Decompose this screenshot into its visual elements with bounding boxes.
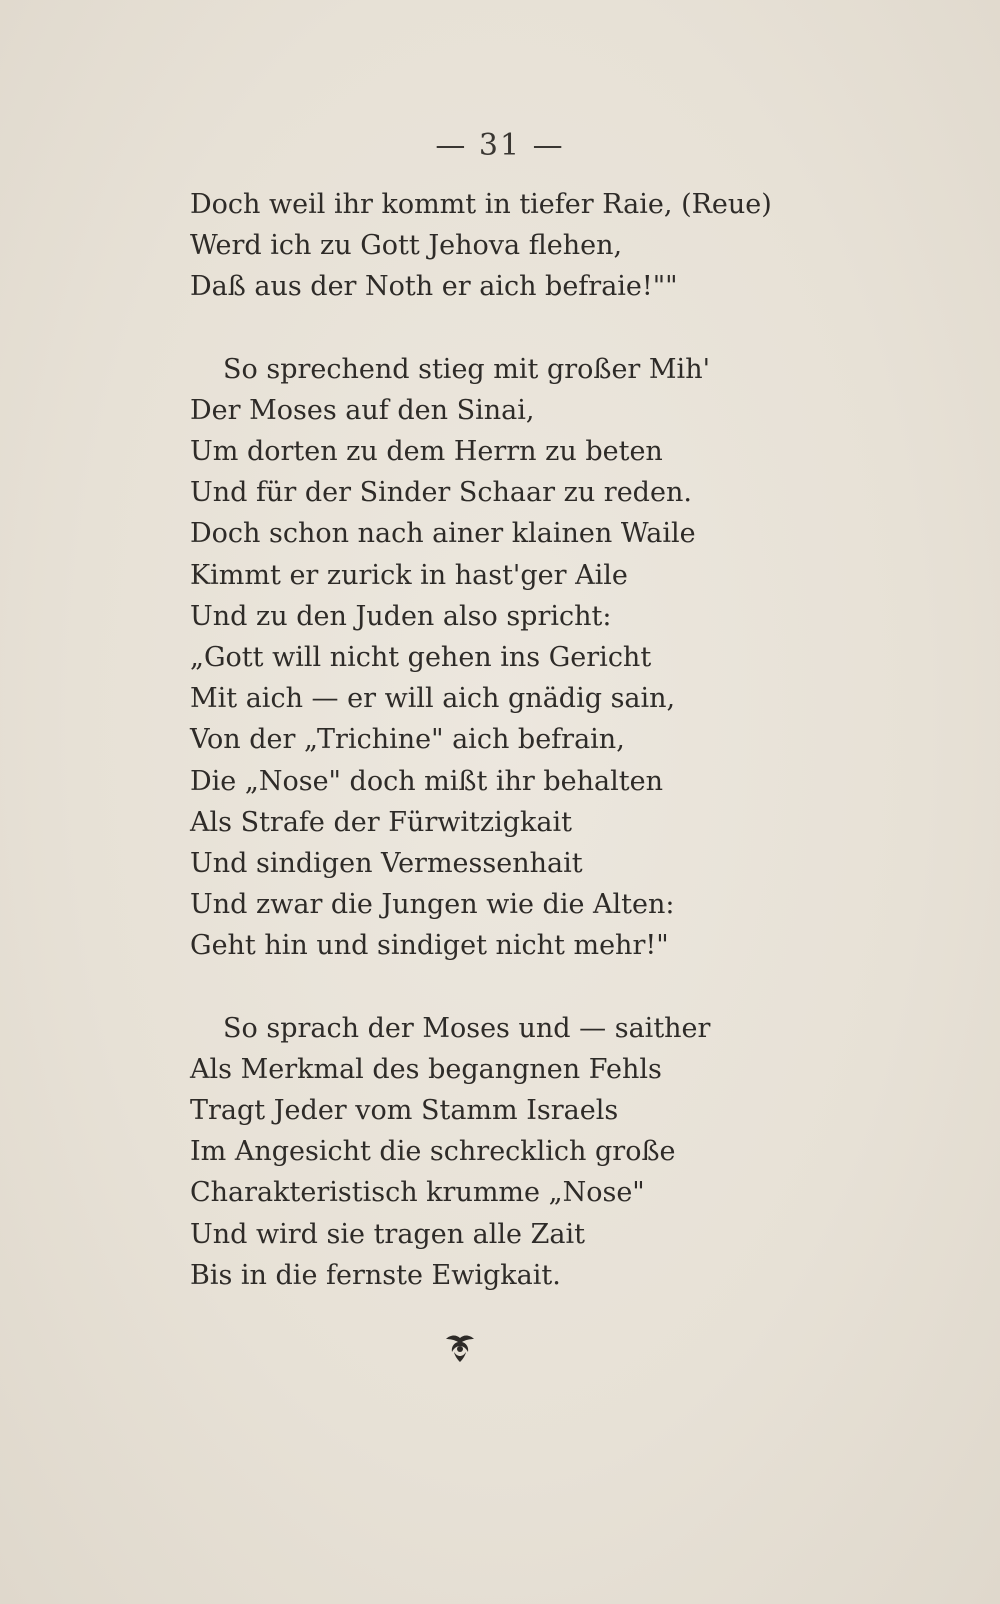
poem-line: Und zwar die Jungen wie die Alten: xyxy=(190,889,675,921)
poem-line: So sprach der Moses und — saither xyxy=(223,1012,711,1044)
poem-text xyxy=(190,184,830,1296)
stanza xyxy=(190,1008,830,1296)
poem-line: Charakteristisch krumme „Nose" xyxy=(190,1177,645,1209)
poem-line: Und wird sie tragen alle Zait xyxy=(190,1218,585,1250)
poem-line: Geht hin und sindiget nicht mehr!" xyxy=(190,930,669,962)
poem-line: Der Moses auf den Sinai, xyxy=(190,394,535,426)
poem-line: Als Merkmal des begangnen Fehls xyxy=(190,1053,662,1085)
poem-line: „Gott will nicht gehen ins Gericht xyxy=(190,642,652,674)
poem-line: Daß aus der Noth er aich befraie!"" xyxy=(190,271,678,303)
poem-line: Doch schon nach ainer klainen Waile xyxy=(190,518,696,550)
poem-line: Und für der Sinder Schaar zu reden. xyxy=(190,477,692,509)
poem-line: So sprechend stieg mit großer Mih' xyxy=(223,353,711,385)
poem-line: Als Strafe der Fürwitzigkait xyxy=(190,806,572,838)
poem-line: Doch weil ihr kommt in tiefer Raie, (Reue) xyxy=(190,189,772,220)
poem-line: Mit aich — er will aich gnädig sain, xyxy=(190,683,676,715)
page-number: — 31 — xyxy=(435,128,565,163)
stanza xyxy=(190,349,830,967)
poem-line: Kimmt er zurick in hast'ger Aile xyxy=(190,559,628,591)
poem-line: Bis in die fernste Ewigkait. xyxy=(190,1259,561,1291)
stanza xyxy=(190,184,830,308)
poem-line: Tragt Jeder vom Stamm Israels xyxy=(190,1095,619,1127)
poem-line: Im Angesicht die schrecklich große xyxy=(190,1136,676,1168)
poem-line: Von der „Trichine" aich befrain, xyxy=(190,724,625,756)
poem-line: Werd ich zu Gott Jehova flehen, xyxy=(190,230,623,262)
fleuron-icon xyxy=(442,1328,478,1364)
poem-line: Und sindigen Vermessenhait xyxy=(190,848,583,880)
poem-line: Um dorten zu dem Herrn zu beten xyxy=(190,436,663,468)
poem-line: Und zu den Juden also spricht: xyxy=(190,600,612,632)
poem-line: Die „Nose" doch mißt ihr behalten xyxy=(190,765,664,797)
